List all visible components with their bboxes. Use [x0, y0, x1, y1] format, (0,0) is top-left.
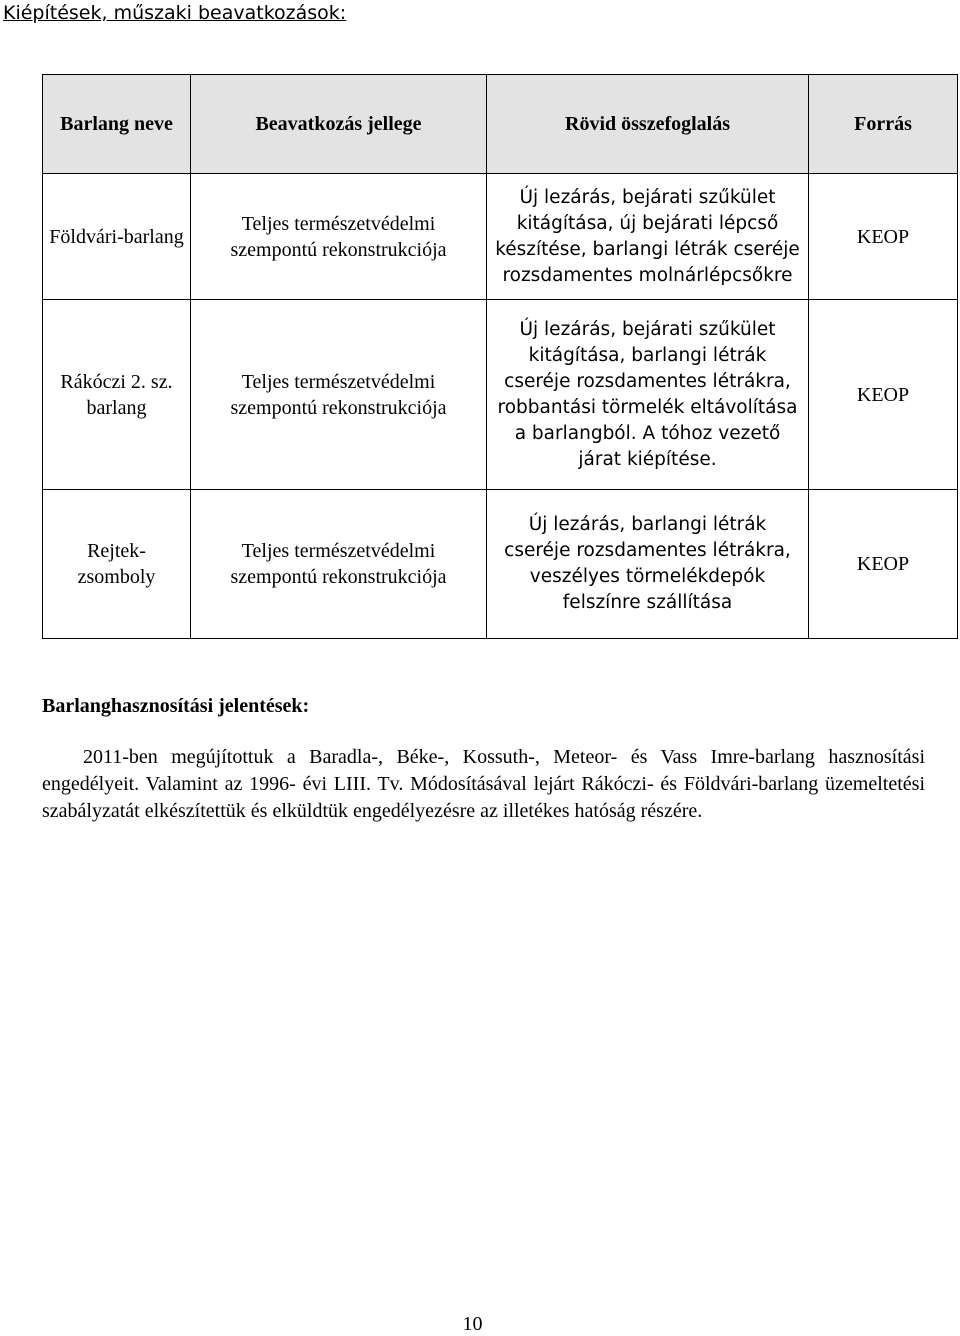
- reports-paragraph: 2011-ben megújítottuk a Baradla-, Béke-, Kossuth-, Meteor- és Vass Imre-barlang hasznosítási engedélyeit. Valamint az 1996- évi LIII. Tv. Módosításával lejárt Rákóczi- és Földvári-barlang üzemeltetési szabályzatát elkészítettük és elküldtük engedélyezésre az illetékes hatóság részére.: [42, 746, 925, 822]
- cell-intervention-type: Teljes természetvédelmi szempontú rekonstrukciója: [191, 174, 487, 300]
- cell-cave-name: Rejtek-zsomboly: [43, 490, 191, 639]
- header-source: Forrás: [809, 75, 958, 174]
- table-header-row: [43, 75, 958, 174]
- cave-interventions-table: [42, 74, 958, 639]
- header-summary: Rövid összefoglalás: [487, 75, 809, 174]
- cell-cave-name: Földvári-barlang: [43, 174, 191, 300]
- header-cave-name: Barlang neve: [43, 75, 191, 174]
- cell-summary: Új lezárás, barlangi létrák cseréje rozsdamentes létrákra, veszélyes törmelékdepók felszínre szállítása: [487, 490, 809, 639]
- cell-cave-name: Rákóczi 2. sz. barlang: [43, 300, 191, 490]
- cell-intervention-type: Teljes természetvédelmi szempontú rekonstrukciója: [191, 490, 487, 639]
- cell-summary: Új lezárás, bejárati szűkület kitágítása, új bejárati lépcső készítése, barlangi létrák cseréje rozsdamentes molnárlépcsőkre: [487, 174, 809, 300]
- cell-source: KEOP: [809, 174, 958, 300]
- table-row: [43, 300, 958, 490]
- cell-summary: Új lezárás, bejárati szűkület kitágítása, barlangi létrák cseréje rozsdamentes létrákra, robbantási törmelék eltávolítása a barlangból. A tóhoz vezető járat kiépítése.: [487, 300, 809, 490]
- table-row: [43, 490, 958, 639]
- section-heading: Kiépítések, műszaki beavatkozások:: [3, 2, 347, 24]
- table-row: [43, 174, 958, 300]
- cell-source: KEOP: [809, 300, 958, 490]
- cell-intervention-type: Teljes természetvédelmi szempontú rekonstrukciója: [191, 300, 487, 490]
- cell-source: KEOP: [809, 490, 958, 639]
- page-number: 10: [462, 1313, 483, 1335]
- reports-section-title: Barlanghasznosítási jelentések:: [42, 695, 310, 717]
- header-intervention-type: Beavatkozás jellege: [191, 75, 487, 174]
